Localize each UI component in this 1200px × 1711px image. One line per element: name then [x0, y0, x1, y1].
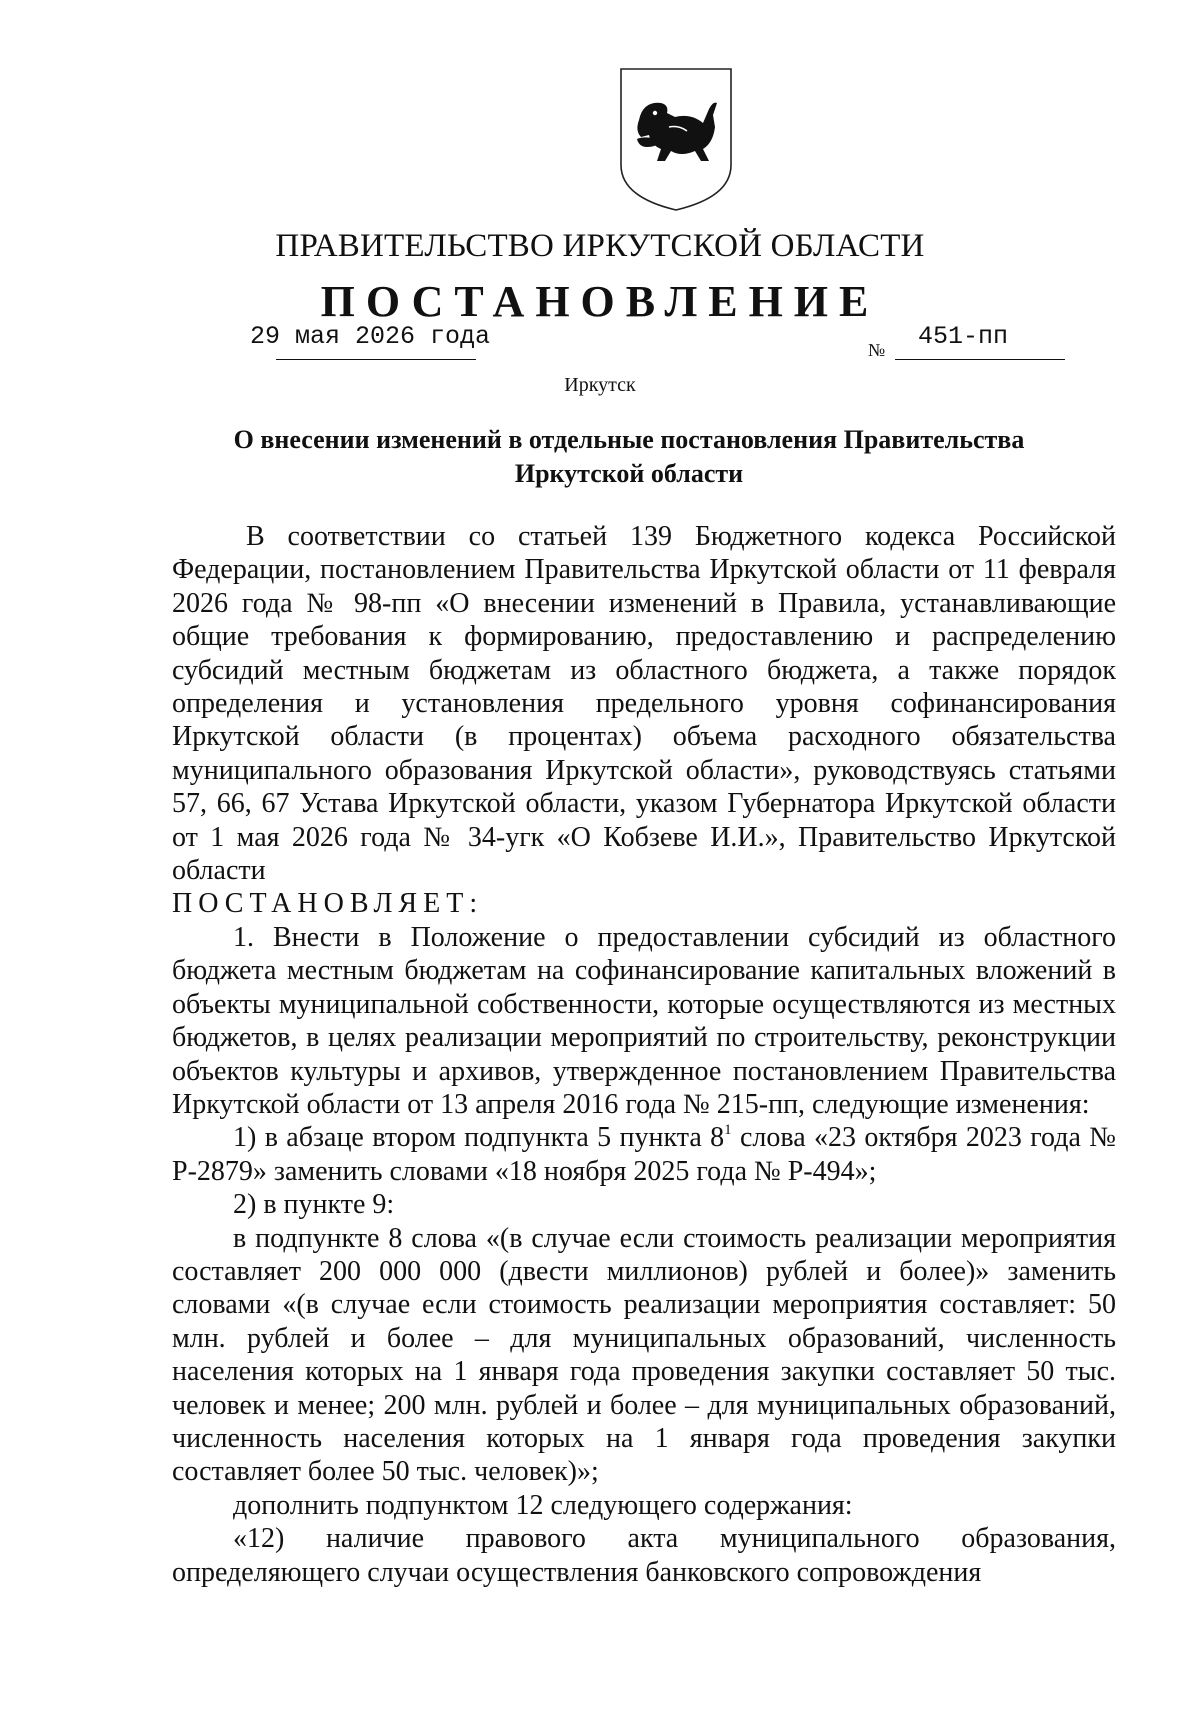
city: Иркутск [564, 374, 636, 396]
document-type: ПОСТАНОВЛЕНИЕ [320, 277, 880, 326]
superscript: 1 [724, 1122, 732, 1139]
document-title [170, 423, 1088, 491]
subitem-2-text: в подпункте 8 слова «(в случае если стоимость реализации мероприятия составляет 200 000 000 (двести миллионов) рублей и более)» заменить словами «(в случае если стоимость реализации мероприятия составляет: 50 млн. рублей и более – для муниципальных образований, численность населения которых на 1 января года проведения закупки составляет 50 тыс. человек и менее; 200 млн. рублей и более – для муниципальных образований, численность населения которых на 1 января года проведения закупки составляет более 50 тыс. человек)»; [172, 1222, 1116, 1488]
number-underline [895, 359, 1065, 360]
document-number: 451-пп [918, 322, 1009, 351]
preamble-paragraph: В соответствии со статьей 139 Бюджетного кодекса Российской Федерации, постановлением Правительства Иркутской области от 11 февраля 2026 года № 98-пп «О внесении изменений в Правила, устанавливающие общие требования к формированию, предоставлению и распределению субсидий местным бюджетам из областного бюджета, а также порядок определения и установления предельного уровня софинансирования Иркутской области (в процентах) объема расходного обязательства муниципального образования Иркутской области», руководствуясь статьями 57, 66, 67 Устава Иркутской области, указом Губернатора Иркутской области от 1 мая 2026 года № 34-угк «О Кобзеве И.И.», Правительство Иркутской области [172, 521, 1116, 887]
document-date: 29 мая 2026 года [250, 322, 491, 351]
resolves-heading: ПОСТАНОВЛЯЕТ: [172, 888, 484, 920]
title-line-2: Иркутской области [514, 459, 744, 488]
title-line-1: О внесении изменений в отдельные постановления Правительства [233, 425, 1025, 454]
date-underline [276, 359, 476, 360]
number-sign: № [868, 340, 886, 360]
subitem-1-paragraph [172, 1121, 1116, 1188]
government-name: ПРАВИТЕЛЬСТВО ИРКУТСКОЙ ОБЛАСТИ [275, 228, 925, 264]
subitem-1-text-start: 1) в абзаце втором подпункта 5 пункта 8 [233, 1122, 725, 1154]
subitem-12-paragraph: «12) наличие правового акта муниципального образования, определяющего случаи осуществления банковского сопровождения [172, 1523, 1116, 1588]
subitem-2-paragraph: 2) в пункте 9: [233, 1189, 395, 1221]
item-1-paragraph: 1. Внести в Положение о предоставлении субсидий из областного бюджета местным бюджетам на софинансирование капитальных вложений в объекты муниципальной собственности, которые осуществляются из местных бюджетов, в целях реализации мероприятий по строительству, реконструкции объектов культуры и архивов, утвержденное постановлением Правительства Иркутской области от 13 апреля 2016 года № 215-пп, следующие изменения: [172, 921, 1116, 1120]
document-body [172, 520, 1116, 1589]
coat-of-arms-emblem [617, 65, 735, 213]
subitem-2-addition: дополнить подпунктом 12 следующего содержания: [233, 1489, 853, 1521]
subitem-1-text-end: слова «23 октября 2023 года № Р-2879» заменить словами «18 ноября 2025 года № Р-494»; [172, 1122, 1116, 1187]
